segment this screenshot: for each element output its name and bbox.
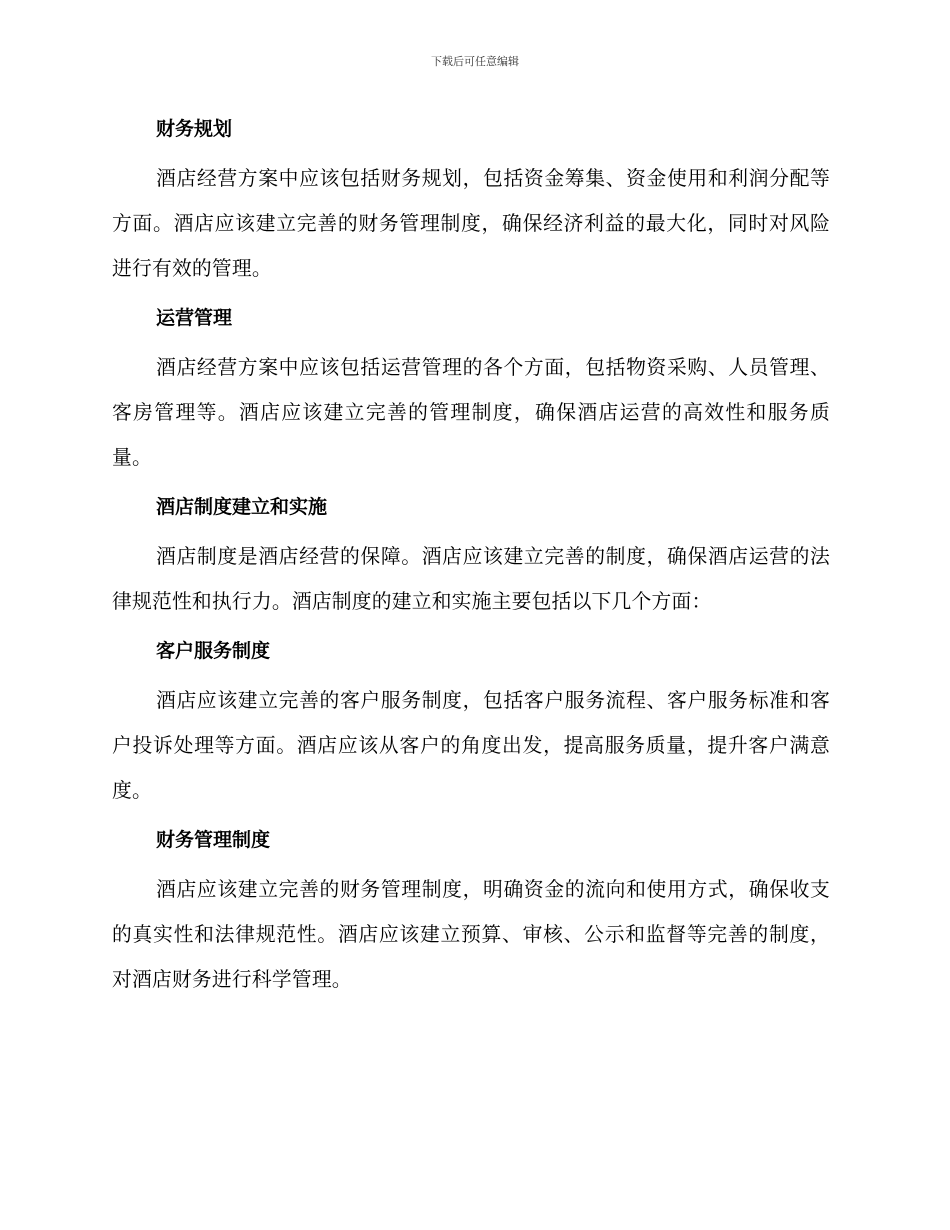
document-body (112, 113, 830, 1013)
section-paragraph: 酒店应该建立完善的财务管理制度，明确资金的流向和使用方式，确保收支的真实性和法律规范性。酒店应该建立预算、审核、公示和监督等完善的制度，对酒店财务进行科学管理。 (112, 878, 830, 991)
section-paragraph: 酒店经营方案中应该包括运营管理的各个方面，包括物资采购、人员管理、客房管理等。酒店应该建立完善的管理制度，确保酒店运营的高效性和服务质量。 (112, 356, 830, 469)
section-paragraph: 酒店制度是酒店经营的保障。酒店应该建立完善的制度，确保酒店运营的法律规范性和执行力。酒店制度的建立和实施主要包括以下几个方面： (112, 545, 830, 613)
section-heading: 财务规划 (156, 118, 233, 140)
section-heading: 酒店制度建立和实施 (156, 496, 328, 518)
section-paragraph: 酒店经营方案中应该包括财务规划，包括资金筹集、资金使用和利润分配等方面。酒店应该建立完善的财务管理制度，确保经济利益的最大化，同时对风险进行有效的管理。 (112, 167, 830, 280)
section-financial-planning (112, 113, 830, 291)
section-heading: 财务管理制度 (156, 829, 271, 851)
section-operations-management (112, 302, 830, 480)
section-heading: 运营管理 (156, 307, 233, 329)
section-heading: 客户服务制度 (156, 640, 271, 662)
section-hotel-policy (112, 491, 830, 624)
section-customer-service (112, 635, 830, 813)
section-financial-management (112, 824, 830, 1002)
section-paragraph: 酒店应该建立完善的客户服务制度，包括客户服务流程、客户服务标准和客户投诉处理等方面。酒店应该从客户的角度出发，提高服务质量，提升客户满意度。 (112, 689, 830, 802)
page-header: 下载后可任意编辑 (431, 55, 519, 68)
